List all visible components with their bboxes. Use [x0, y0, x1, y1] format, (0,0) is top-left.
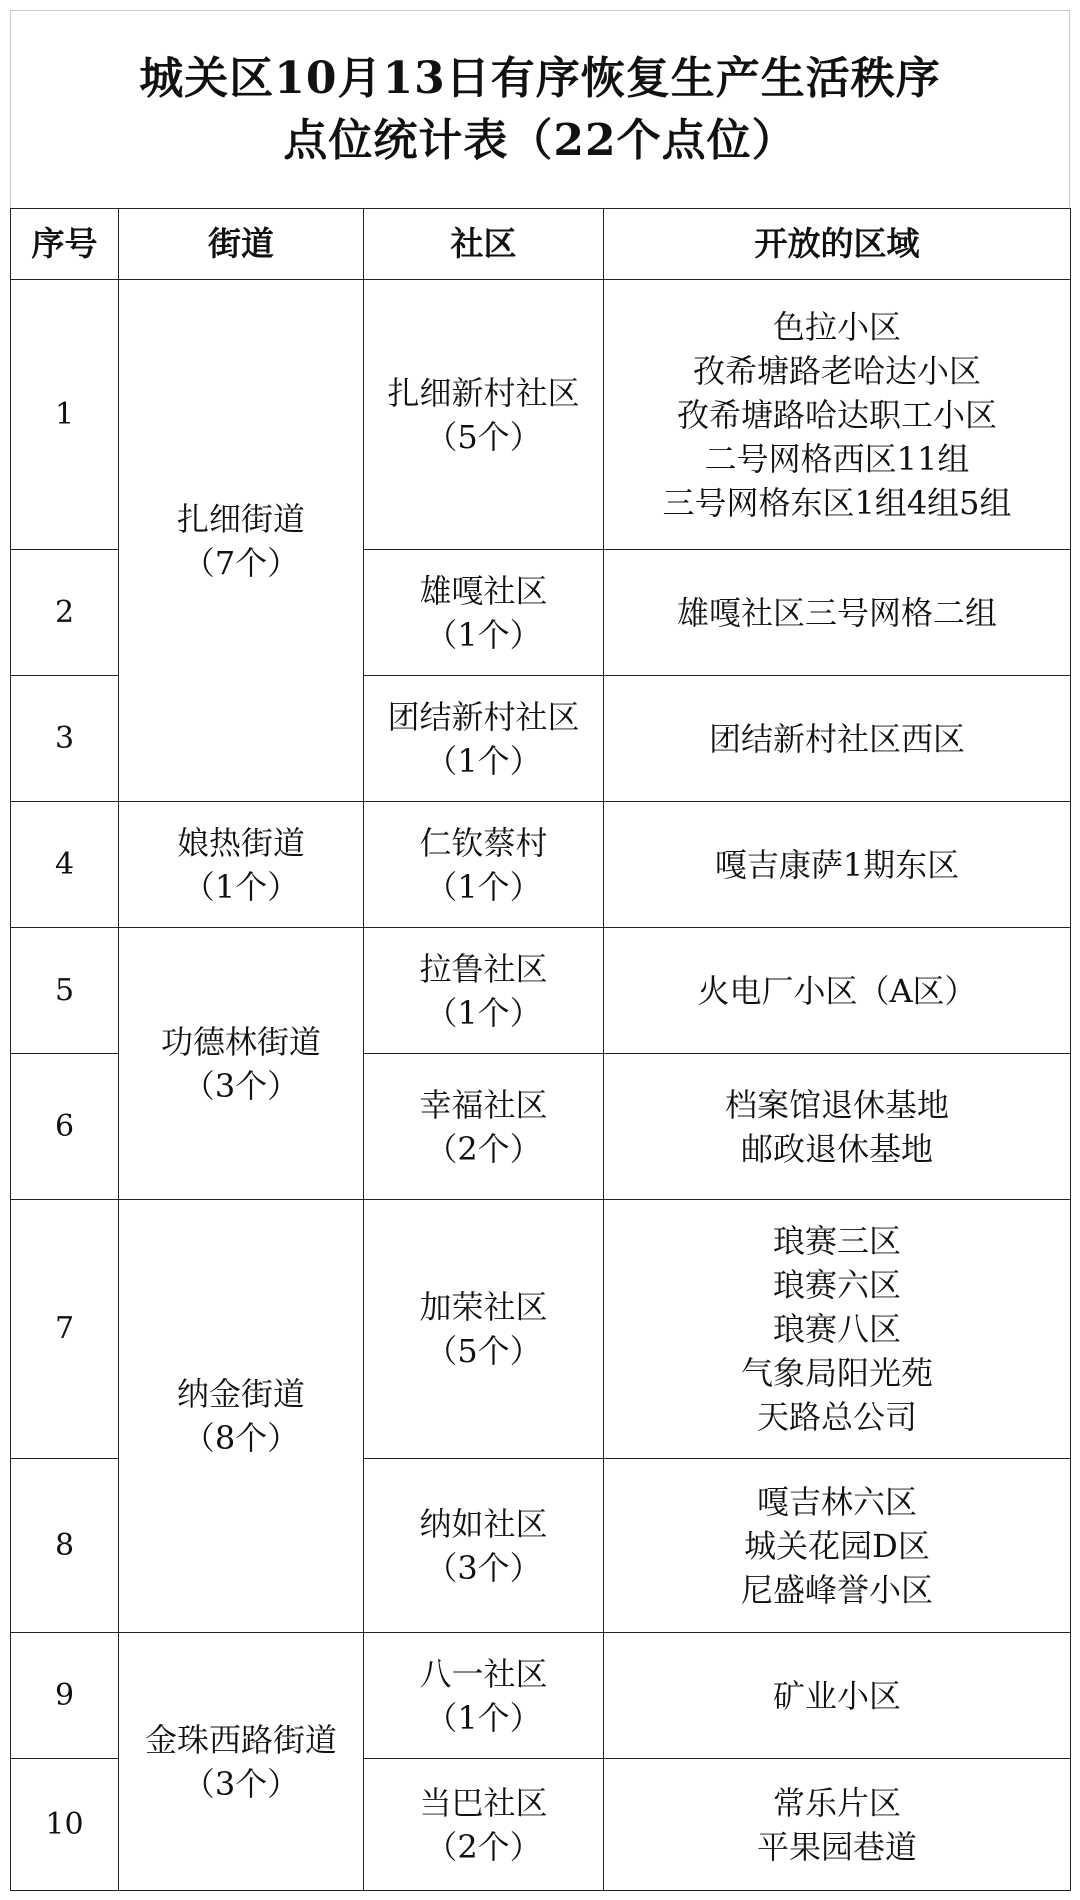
areas-cell [604, 676, 1071, 802]
community-name: 幸福社区 [419, 1085, 548, 1124]
community-cell [364, 1633, 604, 1759]
area-item: 孜希塘路哈达职工小区 [676, 395, 997, 434]
areas-cell [604, 1200, 1071, 1459]
area-item: 二号网格西区11组 [704, 439, 970, 478]
area-item: 火电厂小区（A区） [697, 971, 977, 1010]
street-name: 纳金街道 [176, 1375, 305, 1413]
community-count: （2个） [425, 1129, 542, 1168]
row-index: 8 [11, 1459, 119, 1633]
community-count: （1个） [425, 867, 542, 906]
street-count: （1个） [182, 867, 300, 906]
street-name: 扎细街道 [176, 499, 305, 538]
row-index: 4 [11, 802, 119, 928]
row-index: 7 [11, 1200, 119, 1459]
street-name: 功德林街道 [160, 1022, 321, 1061]
community-cell [364, 928, 604, 1054]
street-cell [119, 1200, 364, 1633]
street-cell [119, 1633, 364, 1891]
community-name: 八一社区 [419, 1654, 548, 1693]
area-item: 色拉小区 [772, 307, 901, 346]
community-cell [364, 280, 604, 550]
title-line-2: 点位统计表（22个点位） [283, 114, 797, 166]
street-count: （7个） [182, 543, 300, 582]
community-count: （1个） [425, 741, 542, 780]
table-row [11, 1200, 1071, 1459]
street-count: （3个） [182, 1764, 300, 1803]
table-row [11, 928, 1071, 1054]
row-index: 2 [11, 550, 119, 676]
areas-cell [604, 280, 1071, 550]
community-name: 雄嘎社区 [419, 571, 548, 610]
community-count: （2个） [425, 1827, 542, 1866]
community-cell [364, 1759, 604, 1891]
header-areas: 开放的区域 [604, 209, 1071, 280]
row-index: 10 [11, 1759, 119, 1891]
community-name: 拉鲁社区 [419, 949, 548, 988]
street-cell [119, 280, 364, 802]
community-count: （5个） [425, 1332, 542, 1370]
area-item: 平果园巷道 [756, 1827, 917, 1866]
area-item: 尼盛峰誉小区 [740, 1570, 933, 1609]
street-cell [119, 802, 364, 928]
areas-cell [604, 1054, 1071, 1200]
title-line-1: 城关区10月13日有序恢复生产生活秩序 [139, 52, 941, 104]
street-count: （3个） [182, 1066, 300, 1105]
area-item: 嘎吉康萨1期东区 [714, 845, 960, 884]
community-cell [364, 1200, 604, 1459]
areas-cell [604, 1633, 1071, 1759]
document [10, 10, 1070, 1891]
table-row [11, 280, 1071, 550]
header-row [11, 209, 1071, 280]
area-item: 雄嘎社区三号网格二组 [676, 593, 997, 632]
areas-cell [604, 1459, 1071, 1633]
community-cell [364, 802, 604, 928]
street-name: 金珠西路街道 [144, 1720, 337, 1759]
community-cell [364, 550, 604, 676]
area-item: 邮政退休基地 [740, 1129, 933, 1168]
community-name: 扎细新村社区 [387, 373, 580, 412]
row-index: 1 [11, 280, 119, 550]
header-street: 街道 [119, 209, 364, 280]
street-count: （8个） [182, 1419, 300, 1457]
community-name: 纳如社区 [419, 1504, 548, 1543]
area-item: 琅赛八区 [772, 1310, 901, 1348]
area-item: 琅赛六区 [772, 1266, 901, 1304]
street-name: 娘热街道 [176, 823, 305, 862]
community-count: （1个） [425, 615, 542, 654]
area-item: 嘎吉林六区 [756, 1482, 917, 1521]
row-index: 6 [11, 1054, 119, 1200]
community-cell [364, 1054, 604, 1200]
community-name: 团结新村社区 [387, 697, 580, 736]
table-row [11, 1633, 1071, 1759]
row-index: 5 [11, 928, 119, 1054]
header-index: 序号 [11, 209, 119, 280]
area-item: 档案馆退休基地 [724, 1085, 949, 1124]
community-cell [364, 1459, 604, 1633]
community-name: 当巴社区 [419, 1783, 548, 1822]
areas-cell [604, 928, 1071, 1054]
community-name: 加荣社区 [419, 1288, 548, 1326]
area-item: 气象局阳光苑 [740, 1354, 933, 1392]
area-item: 天路总公司 [756, 1398, 917, 1436]
community-count: （1个） [425, 1698, 542, 1737]
community-count: （1个） [425, 993, 542, 1032]
areas-cell [604, 802, 1071, 928]
header-community: 社区 [364, 209, 604, 280]
area-item: 孜希塘路老哈达小区 [692, 351, 981, 390]
area-item: 三号网格东区1组4组5组 [662, 483, 1012, 522]
area-item: 矿业小区 [772, 1676, 901, 1715]
community-name: 仁钦蔡村 [419, 823, 548, 862]
row-index: 3 [11, 676, 119, 802]
statistics-table [10, 208, 1071, 1891]
area-item: 团结新村社区西区 [708, 719, 965, 758]
community-cell [364, 676, 604, 802]
community-count: （5个） [425, 417, 542, 456]
areas-cell [604, 1759, 1071, 1891]
area-item: 城关花园D区 [744, 1526, 930, 1565]
area-item: 琅赛三区 [772, 1222, 901, 1260]
street-cell [119, 928, 364, 1200]
area-item: 常乐片区 [772, 1783, 901, 1822]
table-title [10, 10, 1070, 208]
areas-cell [604, 550, 1071, 676]
row-index: 9 [11, 1633, 119, 1759]
table-row [11, 802, 1071, 928]
community-count: （3个） [425, 1548, 542, 1587]
